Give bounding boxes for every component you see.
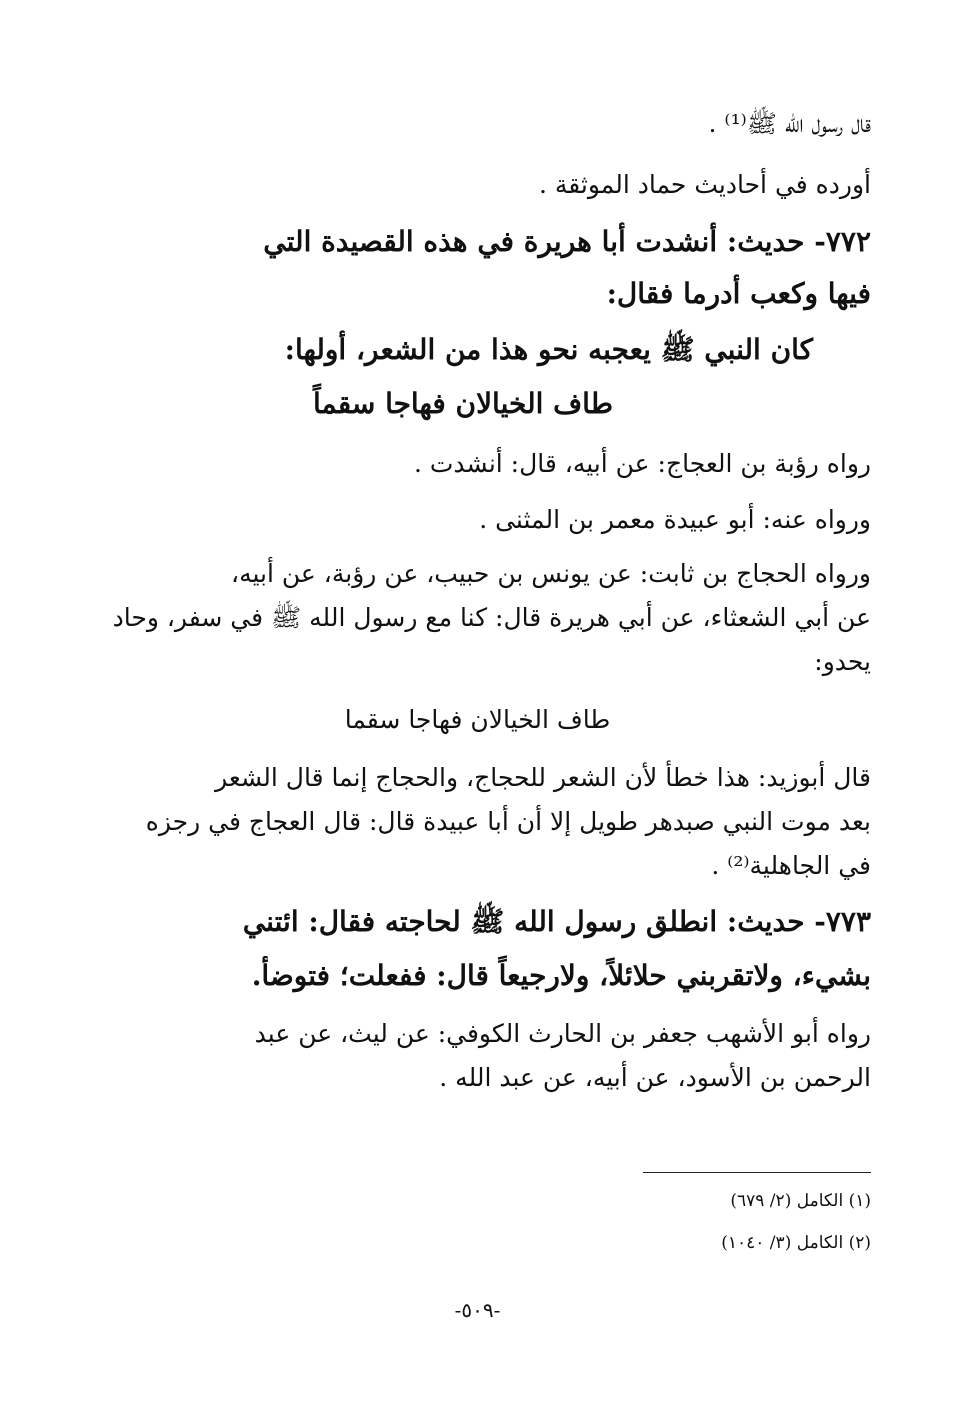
- footnote-1: (١) الكامل (٢/ ٦٧٩): [730, 1191, 871, 1211]
- verse-line: طاف الخيالان فهاجا سقما: [344, 705, 611, 734]
- hadith-verse-772: طاف الخيالان فهاجا سقماً: [313, 387, 613, 420]
- text-line: في الجاهلية⁽²⁾ .: [711, 851, 871, 880]
- text-line: أورده في أحاديث حماد الموثقة .: [538, 170, 871, 199]
- hadith-text-772: كان النبي ﷺ يعجبه نحو هذا من الشعر، أولها:: [284, 333, 813, 366]
- hadith-heading-772: ٧٧٢- حديث: أنشدت أبا هريرة في هذه القصيدة التي: [263, 225, 871, 258]
- footnote-divider: [643, 1172, 871, 1173]
- hadith-heading-773-cont: بشيء، ولاتقربني حلائلاً، ولارجيعاً قال: ففعلت؛ فتوضأ.: [251, 959, 871, 992]
- text-line: الرحمن بن الأسود، عن أبيه، عن عبد الله .: [439, 1063, 871, 1092]
- hadith-heading-773: ٧٧٣- حديث: انطلق رسول الله ﷺ لحاجته فقال: ائتني: [242, 905, 871, 938]
- text-line: بعد موت النبي صبدهر طويل إلا أن أبا عبيدة قال: قال العجاج في رجزه: [145, 807, 871, 836]
- text-line: رواه أبو الأشهب جعفر بن الحارث الكوفي: عن ليث، عن عبد: [254, 1019, 871, 1048]
- page-number: -٥٠٩-: [454, 1298, 501, 1322]
- hadith-heading-772-cont: فيها وكعب أدرما فقال:: [606, 277, 871, 310]
- footnote-2: (٢) الكامل (٣/ ١٠٤٠): [721, 1233, 871, 1253]
- text-line: ورواه الحجاج بن ثابت: عن يونس بن حبيب، عن رؤبة، عن أبيه،: [231, 559, 871, 588]
- text-line: رواه رؤبة بن العجاج: عن أبيه، قال: أنشدت .: [413, 449, 871, 478]
- text-line: قال رسول الله ﷺ⁽¹⁾ .: [708, 109, 871, 138]
- text-line: عن أبي الشعثاء، عن أبي هريرة قال: كنا مع رسول الله ﷺ في سفر، وحاد: [112, 603, 871, 632]
- text-line: يحدو:: [814, 647, 871, 676]
- text-line: قال أبوزيد: هذا خطأ لأن الشعر للحجاج، والحجاج إنما قال الشعر: [215, 763, 871, 792]
- text-line: ورواه عنه: أبو عبيدة معمر بن المثنى .: [479, 505, 871, 534]
